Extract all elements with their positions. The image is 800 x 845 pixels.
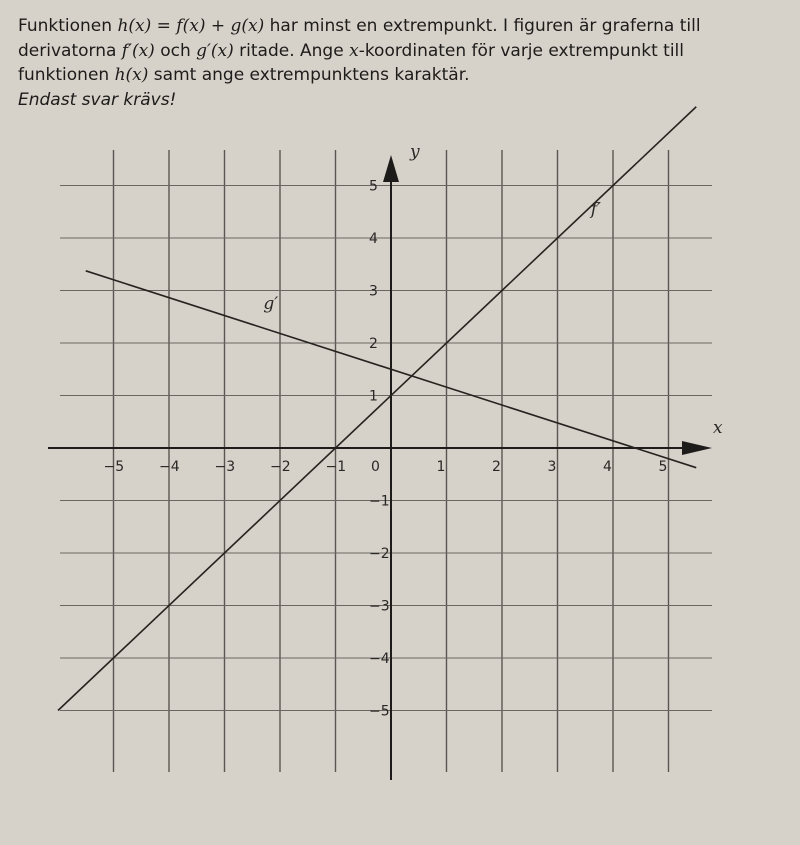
y-tick-label: −3 xyxy=(369,598,390,615)
y-axis-arrow-icon xyxy=(383,155,399,182)
answer-note: Endast svar krävs! xyxy=(18,89,177,110)
text-span: har minst en extrempunkt. I figuren är graferna till xyxy=(264,16,701,36)
y-tick-label: 5 xyxy=(369,178,378,195)
y-axis-label: y xyxy=(410,142,420,162)
y-tick-label: −2 xyxy=(369,546,390,562)
x-tick-label: 3 xyxy=(547,459,557,475)
x-tick-label: −3 xyxy=(214,459,236,475)
text-span: ritade. Ange xyxy=(233,40,350,61)
text-span: Funktionen xyxy=(18,16,118,36)
hx-expression: h(x) xyxy=(114,65,149,85)
text-span: och xyxy=(154,40,197,61)
text-span: -koordinaten för varje extrempunkt till xyxy=(358,40,685,61)
x-axis-label: x xyxy=(713,418,723,438)
y-tick-label: −1 xyxy=(369,493,390,510)
x-tick-label: 1 xyxy=(436,459,446,475)
x-symbol: x xyxy=(349,40,359,61)
x-tick-label: −1 xyxy=(325,459,347,475)
x-tick-label: 0 xyxy=(371,459,380,475)
text-span: derivatorna xyxy=(18,40,122,61)
y-tick-label: −5 xyxy=(369,703,390,720)
gprime-expression: g′(x) xyxy=(196,40,234,61)
x-tick-label: 5 xyxy=(658,459,668,475)
x-tick-label: −4 xyxy=(159,459,180,475)
y-tick-label: 1 xyxy=(369,388,378,405)
h-expression: h(x) = f(x) + g(x) xyxy=(117,16,265,36)
y-tick-label: 2 xyxy=(369,336,378,352)
x-axis-arrow-icon xyxy=(682,441,712,455)
x-tick-label: −5 xyxy=(103,459,125,475)
fprime-label: f′ xyxy=(590,199,601,220)
x-tick-label: 2 xyxy=(492,459,501,475)
series xyxy=(58,107,696,711)
y-tick-label: 3 xyxy=(369,283,378,300)
y-tick-label: 4 xyxy=(369,231,378,247)
text-span: samt ange extrempunktens karaktär. xyxy=(148,65,470,85)
x-tick-label: 4 xyxy=(603,459,612,475)
x-tick-label: −2 xyxy=(270,459,291,475)
y-tick-label: −4 xyxy=(369,651,390,667)
text-span: funktionen xyxy=(18,65,115,85)
fprime-line xyxy=(58,107,696,711)
fprime-expression: f′(x) xyxy=(121,40,155,61)
gprime-label: g′ xyxy=(263,293,279,314)
grid xyxy=(60,150,712,772)
